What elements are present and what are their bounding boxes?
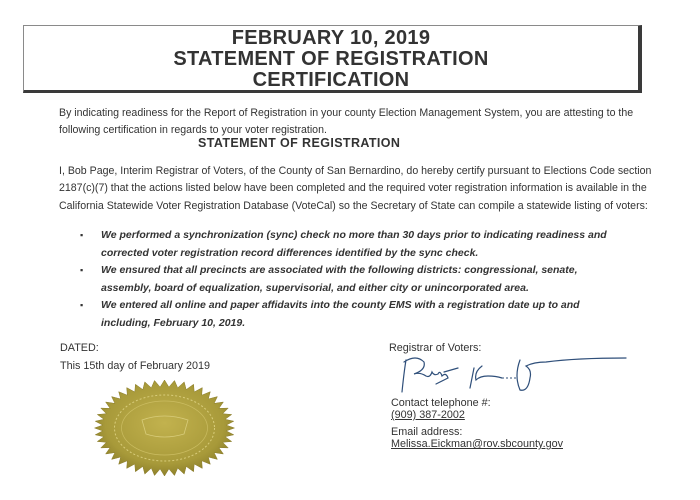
dated-value: This 15th day of February 2019 (60, 360, 211, 372)
bullet-square-icon: ▪ (80, 230, 84, 240)
title-statement: STATEMENT OF REGISTRATION (173, 48, 489, 70)
certification-bullet-list (59, 227, 619, 333)
registrar-signature (396, 352, 636, 397)
email-label: Email address: (391, 426, 463, 438)
title-date: FEBRUARY 10, 2019 (231, 27, 431, 49)
registrar-label: Registrar of Voters: (389, 342, 482, 354)
email-value[interactable]: Melissa.Eickman@rov.sbcounty.gov (391, 438, 563, 450)
certification-paragraph: I, Bob Page, Interim Registrar of Voters, of the County of San Bernardino, do hereby certify pursuant to Elections Code section 2187(c)(7) that the actions listed below have been completed and the required voter registration information is available in the California Statewide Voter Registration Database (VoteCal) so the Secretary of State can compile a statewide listing of voters: (59, 165, 652, 212)
section-heading: STATEMENT OF REGISTRATION (198, 136, 401, 150)
bullet-square-icon: ▪ (80, 265, 84, 276)
phone-value: (909) 387-2002 (391, 409, 465, 421)
bullet-item-affidavits (59, 297, 619, 332)
seal-starburst (95, 380, 235, 476)
document-title-box (23, 25, 642, 93)
bullet-item-sync (59, 227, 619, 262)
bullet-item-precincts (59, 262, 619, 297)
gold-seal-icon (92, 378, 237, 478)
bullet-text: We performed a synchronization (sync) check no more than 30 days prior to indicating readiness and corrected voter registration record differences identified by the sync check. (101, 229, 607, 259)
intro-paragraph: By indicating readiness for the Report of Registration in your county Election Management System, you are attesting to the following certification in regards to your voter registration. (59, 107, 634, 136)
phone-label: Contact telephone #: (391, 397, 491, 409)
dated-label: DATED: (60, 342, 99, 354)
bullet-square-icon: ▪ (80, 300, 84, 311)
bullet-text: We entered all online and paper affidavits into the county EMS with a registration date up to and including, February 10, 2019. (101, 299, 580, 329)
bullet-text: We ensured that all precincts are associated with the following districts: congressional, senate, assembly, board of equalization, supervisorial, and either city or unincorporated area. (101, 264, 578, 294)
title-certification: CERTIFICATION (252, 69, 410, 91)
